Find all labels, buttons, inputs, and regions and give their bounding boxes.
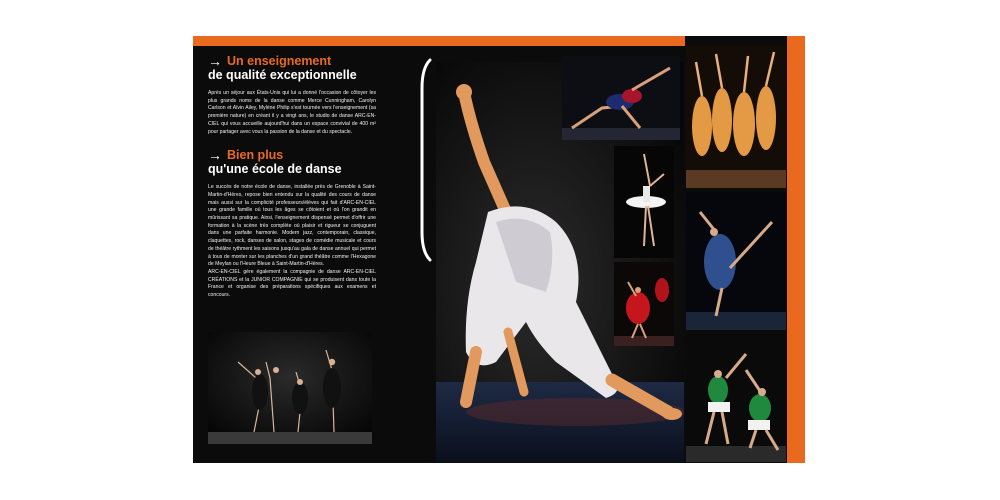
arrow-right-icon: → — [208, 147, 222, 164]
section1-title-line2: de qualité exceptionnelle — [208, 68, 357, 82]
orange-right-band — [787, 36, 805, 463]
section1-title-line1: Un enseignement — [227, 54, 332, 68]
section2-title-line1: Bien plus — [227, 148, 284, 163]
section1-heading — [208, 54, 376, 82]
section2-heading — [208, 148, 376, 176]
section2-body: Le succès de notre école de danse, installée près de Grenoble à Saint-Martin-d'Hères, repose bien entendu sur la qualité des cours de danse mais aussi sur la complicité professeurs/élèves qui fait d'ARC-EN-CIEL une grande famille où tous les âges se côtoient et où l'on grandit en mûrissant sa pratique. Ainsi, l'enseignement dispensé permet d'offrir une formation à la scène très complète où plaisir et rigueur se conjuguent dans une parfaite harmonie. Modern jazz, contemporain, classique, claquettes, rock, danses de salon, stages de comédie musicale et cours de théâtre rythment les saisons jusqu'au gala de danse annuel qui permet à tous de monter sur les planches d'un grand théâtre comme l'Hexagone de Meylan ou l'Heure Bleue à Saint-Martin-d'Hères. — [208, 184, 376, 268]
photo-blue-dancer — [686, 192, 786, 330]
photo-green-dancers — [686, 334, 786, 462]
orange-top-band — [193, 36, 685, 46]
bracket-divider-icon — [418, 58, 434, 262]
photo-red-dancers — [614, 262, 674, 346]
section2-title-line2: qu'une école de danse — [208, 162, 342, 177]
photo-ballerina — [614, 146, 674, 258]
photo-orange-group — [686, 46, 786, 188]
section1-body: Après un séjour aux États-Unis qui lui a donné l'occasion de côtoyer les plus grands noms de la danse comme Merce Cunningham, Carolyn Carlson et Alvin Ailey, Mylène Philip s'est tournée vers l'enseignement (sa première nature) en créant il y a vingt ans, le studio de danse ARC-EN-CIEL qui vous accueille aujourd'hui dans un espace convivial de 400 m² pour partager avec vous la passion de la danse et du spectacle. — [208, 90, 376, 135]
arrow-right-icon: → — [208, 53, 222, 69]
photo-duo-dancers — [562, 56, 680, 140]
section2-body-companies: ARC-EN-CIEL gère également la compagnie de danse ARC-EN-CIEL CRÉATIONS et la JUNIOR COMPAGNIE qui se produisent dans toute la France et organise des préparations spécifiques aux examens et concours. — [208, 268, 376, 299]
text-column — [208, 54, 376, 300]
photo-group-dancers — [208, 332, 372, 444]
